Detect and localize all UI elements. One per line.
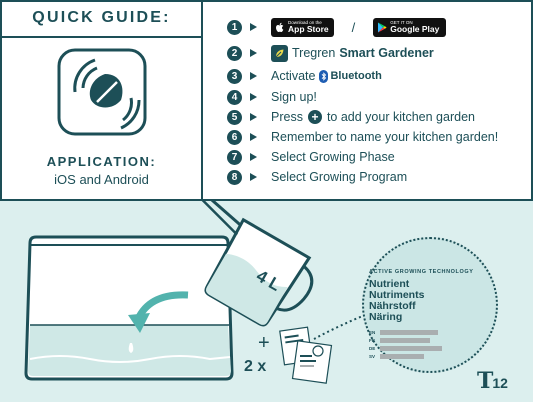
app-store-small-text: Download on the xyxy=(288,20,322,25)
arrow-right-icon xyxy=(250,153,257,161)
step-5-text: Press xyxy=(271,110,303,124)
google-play-badge[interactable] xyxy=(373,18,446,37)
smart-gardener-app-icon xyxy=(57,48,147,136)
step-7 xyxy=(227,147,395,167)
step-4-text: Sign up! xyxy=(271,90,317,104)
label-text-bar xyxy=(380,354,424,359)
quick-guide-panel xyxy=(0,0,533,199)
app-store-badge[interactable] xyxy=(271,18,334,37)
step-2-text: Tregren xyxy=(292,46,336,60)
step-1 xyxy=(227,17,446,37)
step-6-text: Remember to name your kitchen garden! xyxy=(271,130,499,144)
google-play-small-text: GET IT ON xyxy=(390,20,413,25)
step-2 xyxy=(227,43,434,63)
arrow-right-icon xyxy=(250,72,257,80)
step-5-text-end: to add your kitchen garden xyxy=(326,110,475,124)
lang-sv: SV xyxy=(369,354,376,359)
step-3-text: Activate xyxy=(271,69,316,83)
step-number: 2 xyxy=(227,46,242,61)
step-number: 7 xyxy=(227,150,242,165)
sachet-quantity: 2 x xyxy=(244,358,267,375)
title-divider xyxy=(0,36,203,38)
plus-sign: + xyxy=(258,332,270,354)
arrow-right-icon xyxy=(250,173,257,181)
step-7-text: Select Growing Phase xyxy=(271,150,395,164)
step-number: 4 xyxy=(227,90,242,105)
nutrient-name-sv: Näring xyxy=(369,311,403,323)
add-garden-plus-icon: + xyxy=(308,110,322,124)
label-text-bar xyxy=(380,346,442,351)
step-number: 5 xyxy=(227,110,242,125)
step-8-text: Select Growing Program xyxy=(271,170,408,184)
lang-en: EN xyxy=(369,330,376,335)
step-8 xyxy=(227,167,407,187)
lang-de: DE xyxy=(369,346,376,351)
apple-icon xyxy=(275,22,285,33)
step-number: 8 xyxy=(227,170,242,185)
quick-guide-title: QUICK GUIDE: xyxy=(32,9,171,26)
bluetooth-icon xyxy=(319,70,328,83)
jug-volume-label: 4 L xyxy=(253,266,284,295)
application-platforms: iOS and Android xyxy=(54,172,149,187)
smart-gardener-name: Smart Gardener xyxy=(339,46,434,60)
application-column xyxy=(0,0,203,199)
label-text-bar xyxy=(380,330,438,335)
label-header: ACTIVE GROWING TECHNOLOGY xyxy=(369,269,474,275)
nutrient-sachet-icon xyxy=(280,327,332,383)
arrow-right-icon xyxy=(250,113,257,121)
bluetooth-label: Bluetooth xyxy=(330,70,382,82)
step-3 xyxy=(227,66,382,86)
t12-brand-logo xyxy=(477,368,508,394)
step-5 xyxy=(227,107,475,127)
brand-letter: T xyxy=(477,368,493,394)
arrow-right-icon xyxy=(250,93,257,101)
step-4 xyxy=(227,87,317,107)
store-separator: / xyxy=(351,19,356,35)
kitchen-garden-tray-icon xyxy=(26,237,232,379)
app-store-label: App Store xyxy=(288,24,329,34)
nutrient-name-de: Nährstoff xyxy=(369,300,416,312)
google-play-icon xyxy=(377,22,387,33)
google-play-label: Google Play xyxy=(390,24,440,34)
application-title: APPLICATION: xyxy=(46,154,157,169)
tregren-leaf-icon xyxy=(271,45,288,62)
step-number: 6 xyxy=(227,130,242,145)
arrow-right-icon xyxy=(250,49,257,57)
step-number: 3 xyxy=(227,69,242,84)
nutrient-name-en: Nutrient xyxy=(369,278,410,290)
filling-illustration-panel xyxy=(0,199,533,402)
step-number: 1 xyxy=(227,20,242,35)
connector-dots xyxy=(314,313,370,339)
bluetooth-badge xyxy=(319,70,381,83)
label-text-bar xyxy=(380,338,430,343)
nutrient-name-fr: Nutriments xyxy=(369,289,425,301)
arrow-right-icon xyxy=(250,133,257,141)
lang-fr: FR xyxy=(369,338,375,343)
arrow-right-icon xyxy=(250,23,257,31)
brand-number: 12 xyxy=(492,375,508,391)
step-6 xyxy=(227,127,498,147)
